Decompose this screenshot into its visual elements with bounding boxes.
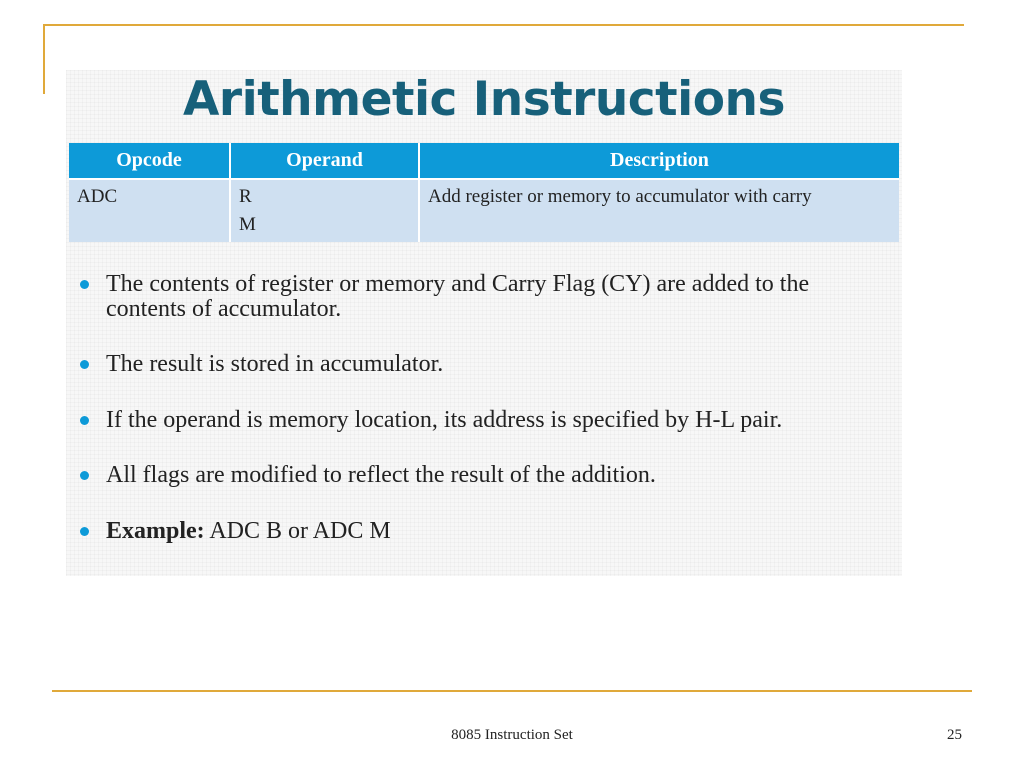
- table-header-row: [69, 143, 899, 179]
- header-description: Description: [419, 143, 899, 179]
- slide-content-panel: [66, 70, 902, 576]
- cell-opcode: ADC: [69, 179, 230, 242]
- list-item: [76, 519, 886, 544]
- bullet-text: The contents of register or memory and Carry Flag (CY) are added to the contents of accumulator.: [106, 271, 810, 322]
- table-row: [69, 179, 899, 242]
- example-text: ADC B or ADC M: [204, 518, 391, 544]
- header-operand: Operand: [230, 143, 419, 179]
- bullet-icon: [80, 471, 89, 480]
- instruction-table: [69, 143, 899, 242]
- bullet-text: All flags are modified to reflect the result of the addition.: [106, 462, 656, 488]
- slide-title: Arithmetic Instructions: [183, 72, 785, 127]
- list-item: [76, 408, 886, 433]
- bullet-text: The result is stored in accumulator.: [106, 351, 444, 377]
- cell-description: Add register or memory to accumulator with carry: [419, 179, 899, 242]
- header-opcode: Opcode: [69, 143, 230, 179]
- operand-memory: M: [239, 214, 256, 235]
- footer-title: 8085 Instruction Set: [451, 727, 573, 743]
- example-label: Example:: [106, 518, 205, 544]
- bullet-icon: [80, 527, 89, 536]
- list-item: [76, 463, 886, 488]
- operand-register: R: [239, 186, 252, 207]
- page-number: 25: [947, 727, 962, 743]
- bullet-icon: [80, 416, 89, 425]
- footer-divider: [52, 690, 972, 692]
- cell-operand: [230, 179, 419, 242]
- decorative-top-line: [43, 24, 964, 26]
- bullet-icon: [80, 360, 89, 369]
- bullet-icon: [80, 280, 89, 289]
- decorative-left-line: [43, 24, 45, 94]
- bullet-text: If the operand is memory location, its address is specified by H-L pair.: [106, 407, 783, 433]
- list-item: [76, 272, 886, 322]
- list-item: [76, 352, 886, 377]
